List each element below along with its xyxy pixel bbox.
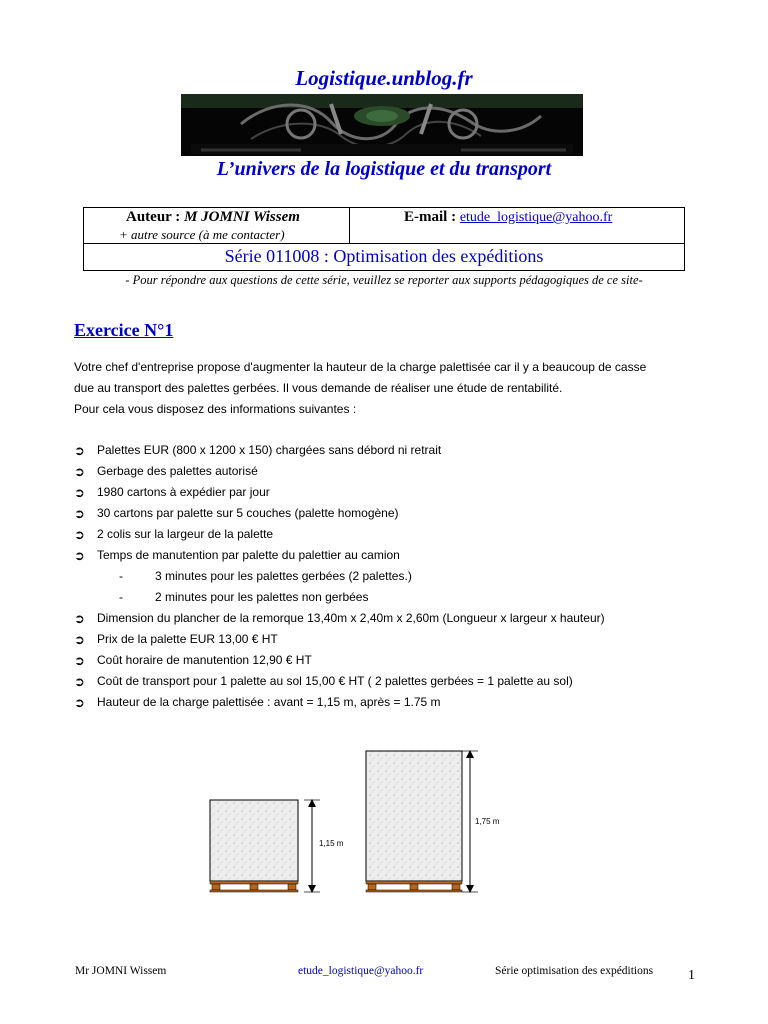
site-banner-logo (181, 94, 583, 156)
arrow-bullet-icon: ➲ (74, 506, 85, 521)
height-label-after: 1,75 m (475, 817, 500, 826)
intro-line: Pour cela vous disposez des informations suivantes : (74, 402, 357, 416)
arrow-bullet-icon: ➲ (74, 443, 85, 458)
author-info-table (83, 207, 685, 271)
dimension-arrow-before (304, 799, 320, 893)
arrow-bullet-icon: ➲ (74, 464, 85, 479)
arrow-bullet-icon: ➲ (74, 611, 85, 626)
pallet-before (210, 800, 298, 892)
arrow-bullet-icon: ➲ (74, 653, 85, 668)
footer-serie: Série optimisation des expéditions (495, 965, 654, 977)
author-label: Auteur : (126, 209, 181, 225)
email-link[interactable]: etude_logistique@yahoo.fr (459, 210, 613, 225)
intro-line: Votre chef d'entreprise propose d'augmenter la hauteur de la charge palettisée car il y a beaucoup de casse (74, 360, 647, 374)
arrow-bullet-icon: ➲ (74, 632, 85, 647)
exercise-intro (74, 357, 646, 420)
site-title: Logistique.unblog.fr (295, 66, 473, 90)
site-subtitle: L’univers de la logistique et du transport (216, 158, 552, 180)
page-number: 1 (688, 968, 695, 983)
height-label-before: 1,15 m (319, 839, 344, 848)
serie-title: Série 011008 : Optimisation des expéditions (224, 246, 544, 266)
email-label: E-mail : (404, 209, 457, 225)
footer-author: Mr JOMNI Wissem (75, 965, 167, 977)
instruction-note: - Pour répondre aux questions de cette série, veuillez se reporter aux supports pédagogiques de ce site- (125, 273, 643, 287)
arrow-bullet-icon: ➲ (74, 548, 85, 563)
exercise-title: Exercice N°1 (74, 320, 174, 340)
arrow-bullet-icon: ➲ (74, 695, 85, 710)
author-source: + autre source (à me contacter) (119, 227, 285, 242)
arrow-bullet-icon: ➲ (74, 527, 85, 542)
email-line (404, 209, 612, 226)
author-name: M JOMNI Wissem (184, 209, 300, 225)
intro-line: due au transport des palettes gerbées. Il vous demande de réaliser une étude de rentabilité. (74, 381, 563, 395)
pallet-height-diagram (200, 745, 520, 895)
arrow-bullet-icon: ➲ (74, 485, 85, 500)
author-line (126, 209, 300, 226)
footer-email[interactable]: etude_logistique@yahoo.fr (298, 965, 424, 977)
pallet-after (366, 751, 462, 892)
arrow-bullet-icon: ➲ (74, 674, 85, 689)
